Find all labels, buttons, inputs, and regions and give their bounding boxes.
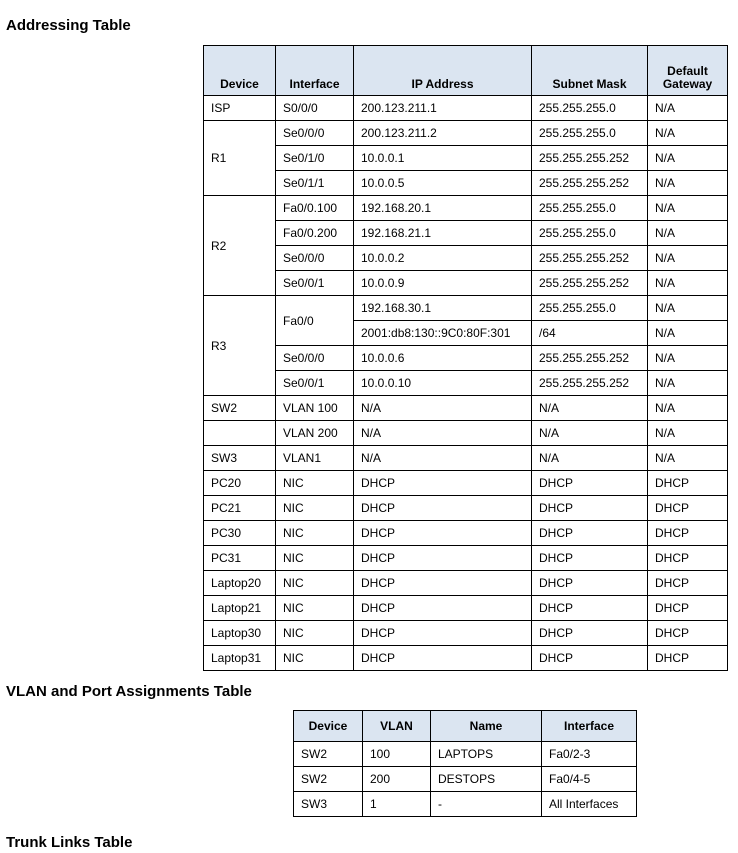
device-cell: SW2 [204, 396, 276, 421]
device-cell: Laptop31 [204, 646, 276, 671]
table-row [204, 421, 728, 446]
default-gateway-cell: DHCP [648, 571, 728, 596]
table-row [204, 646, 728, 671]
subnet-mask-cell: DHCP [532, 496, 648, 521]
interface-cell: Fa0/0 [276, 296, 354, 346]
subnet-mask-cell: N/A [532, 421, 648, 446]
interface-cell: NIC [276, 621, 354, 646]
subnet-mask-cell: DHCP [532, 521, 648, 546]
header-subnet-mask: Subnet Mask [532, 46, 648, 96]
header-ip-address: IP Address [354, 46, 532, 96]
vlan-header-row [294, 711, 637, 742]
default-gateway-cell: N/A [648, 246, 728, 271]
default-gateway-cell: DHCP [648, 496, 728, 521]
header-device: Device [204, 46, 276, 96]
default-gateway-cell: N/A [648, 421, 728, 446]
interface-cell: NIC [276, 646, 354, 671]
table-row [204, 121, 728, 146]
vlan-header-vlan: VLAN [363, 711, 431, 742]
default-gateway-cell: N/A [648, 371, 728, 396]
vlan-interface-cell: Fa0/2-3 [542, 742, 637, 767]
interface-cell: NIC [276, 546, 354, 571]
ip-address-cell: 10.0.0.5 [354, 171, 532, 196]
ip-address-cell: DHCP [354, 496, 532, 521]
default-gateway-cell: N/A [648, 396, 728, 421]
default-gateway-cell: N/A [648, 346, 728, 371]
ip-address-cell: N/A [354, 446, 532, 471]
subnet-mask-cell: 255.255.255.252 [532, 271, 648, 296]
default-gateway-cell: N/A [648, 146, 728, 171]
device-cell: PC20 [204, 471, 276, 496]
device-cell: R1 [204, 121, 276, 196]
subnet-mask-cell: 255.255.255.252 [532, 371, 648, 396]
ip-address-cell: 192.168.21.1 [354, 221, 532, 246]
interface-cell: Se0/1/1 [276, 171, 354, 196]
interface-cell: NIC [276, 571, 354, 596]
subnet-mask-cell: DHCP [532, 571, 648, 596]
table-row [204, 471, 728, 496]
ip-address-cell: 192.168.30.1 [354, 296, 532, 321]
vlan-interface-cell: All Interfaces [542, 792, 637, 817]
default-gateway-cell: DHCP [648, 621, 728, 646]
ip-address-cell: 200.123.211.1 [354, 96, 532, 121]
table-row [204, 371, 728, 396]
device-cell: PC30 [204, 521, 276, 546]
ip-address-cell: DHCP [354, 596, 532, 621]
addressing-table-title: Addressing Table [6, 17, 131, 34]
subnet-mask-cell: DHCP [532, 546, 648, 571]
device-cell: PC31 [204, 546, 276, 571]
vlan-port-table [293, 710, 637, 817]
device-cell: Laptop20 [204, 571, 276, 596]
ip-address-cell: DHCP [354, 646, 532, 671]
vlan-name-cell: LAPTOPS [431, 742, 542, 767]
addressing-table [203, 45, 728, 671]
ip-address-cell: N/A [354, 396, 532, 421]
default-gateway-cell: N/A [648, 171, 728, 196]
table-row [204, 196, 728, 221]
subnet-mask-cell: 255.255.255.0 [532, 121, 648, 146]
table-row [204, 596, 728, 621]
ip-address-cell: 2001:db8:130::9C0:80F:301 [354, 321, 532, 346]
interface-cell: VLAN 100 [276, 396, 354, 421]
default-gateway-cell: N/A [648, 196, 728, 221]
default-gateway-cell: DHCP [648, 471, 728, 496]
header-interface: Interface [276, 46, 354, 96]
ip-address-cell: 10.0.0.6 [354, 346, 532, 371]
interface-cell: Se0/1/0 [276, 146, 354, 171]
interface-cell: Fa0/0.100 [276, 196, 354, 221]
header-default-gateway: Default Gateway [648, 46, 728, 96]
subnet-mask-cell: N/A [532, 396, 648, 421]
trunk-table-title: Trunk Links Table [6, 834, 133, 851]
table-row [204, 571, 728, 596]
table-row [294, 767, 637, 792]
vlan-header-device: Device [294, 711, 363, 742]
subnet-mask-cell: DHCP [532, 621, 648, 646]
ip-address-cell: 10.0.0.1 [354, 146, 532, 171]
ip-address-cell: DHCP [354, 571, 532, 596]
table-row [204, 496, 728, 521]
table-row [204, 246, 728, 271]
ip-address-cell: DHCP [354, 621, 532, 646]
device-cell: Laptop30 [204, 621, 276, 646]
subnet-mask-cell: /64 [532, 321, 648, 346]
default-gateway-cell: N/A [648, 221, 728, 246]
device-cell: PC21 [204, 496, 276, 521]
default-gateway-cell: N/A [648, 446, 728, 471]
ip-address-cell: 10.0.0.10 [354, 371, 532, 396]
default-gateway-cell: DHCP [648, 546, 728, 571]
default-gateway-cell: N/A [648, 121, 728, 146]
vlan-header-name: Name [431, 711, 542, 742]
subnet-mask-cell: 255.255.255.252 [532, 346, 648, 371]
interface-cell: NIC [276, 471, 354, 496]
subnet-mask-cell: N/A [532, 446, 648, 471]
vlan-header-interface: Interface [542, 711, 637, 742]
table-row [204, 171, 728, 196]
interface-cell: Se0/0/0 [276, 246, 354, 271]
subnet-mask-cell: DHCP [532, 596, 648, 621]
interface-cell: NIC [276, 596, 354, 621]
vlan-interface-cell: Fa0/4-5 [542, 767, 637, 792]
table-row [204, 146, 728, 171]
interface-cell: Se0/0/1 [276, 271, 354, 296]
ip-address-cell: 10.0.0.2 [354, 246, 532, 271]
subnet-mask-cell: DHCP [532, 646, 648, 671]
default-gateway-cell: N/A [648, 321, 728, 346]
device-cell: SW3 [204, 446, 276, 471]
default-gateway-cell: N/A [648, 271, 728, 296]
subnet-mask-cell: 255.255.255.252 [532, 146, 648, 171]
vlan-name-cell: DESTOPS [431, 767, 542, 792]
vlan-table-title: VLAN and Port Assignments Table [6, 683, 252, 700]
vlan-id-cell: 200 [363, 767, 431, 792]
vlan-name-cell: - [431, 792, 542, 817]
interface-cell: NIC [276, 521, 354, 546]
default-gateway-cell: N/A [648, 96, 728, 121]
vlan-device-cell: SW2 [294, 742, 363, 767]
subnet-mask-cell: 255.255.255.252 [532, 171, 648, 196]
vlan-id-cell: 1 [363, 792, 431, 817]
default-gateway-cell: DHCP [648, 596, 728, 621]
subnet-mask-cell: 255.255.255.0 [532, 96, 648, 121]
default-gateway-cell: DHCP [648, 646, 728, 671]
table-row [204, 96, 728, 121]
subnet-mask-cell: 255.255.255.0 [532, 221, 648, 246]
ip-address-cell: DHCP [354, 521, 532, 546]
table-row [204, 446, 728, 471]
table-row [204, 346, 728, 371]
interface-cell: Se0/0/0 [276, 346, 354, 371]
table-row [204, 621, 728, 646]
subnet-mask-cell: 255.255.255.0 [532, 296, 648, 321]
ip-address-cell: 200.123.211.2 [354, 121, 532, 146]
device-cell: R3 [204, 296, 276, 396]
interface-cell: NIC [276, 496, 354, 521]
interface-cell: VLAN1 [276, 446, 354, 471]
device-cell [204, 421, 276, 446]
default-gateway-cell: DHCP [648, 521, 728, 546]
device-cell: ISP [204, 96, 276, 121]
table-row [204, 521, 728, 546]
table-row [204, 546, 728, 571]
table-row [294, 742, 637, 767]
interface-cell: S0/0/0 [276, 96, 354, 121]
vlan-device-cell: SW3 [294, 792, 363, 817]
ip-address-cell: 10.0.0.9 [354, 271, 532, 296]
table-row [294, 792, 637, 817]
subnet-mask-cell: 255.255.255.0 [532, 196, 648, 221]
ip-address-cell: N/A [354, 421, 532, 446]
interface-cell: Fa0/0.200 [276, 221, 354, 246]
ip-address-cell: 192.168.20.1 [354, 196, 532, 221]
device-cell: Laptop21 [204, 596, 276, 621]
table-row [204, 221, 728, 246]
interface-cell: Se0/0/1 [276, 371, 354, 396]
ip-address-cell: DHCP [354, 546, 532, 571]
default-gateway-cell: N/A [648, 296, 728, 321]
subnet-mask-cell: 255.255.255.252 [532, 246, 648, 271]
table-row [204, 296, 728, 321]
addressing-header-row [204, 46, 728, 96]
table-row [204, 396, 728, 421]
device-cell: R2 [204, 196, 276, 296]
interface-cell: Se0/0/0 [276, 121, 354, 146]
vlan-id-cell: 100 [363, 742, 431, 767]
interface-cell: VLAN 200 [276, 421, 354, 446]
vlan-device-cell: SW2 [294, 767, 363, 792]
table-row [204, 271, 728, 296]
subnet-mask-cell: DHCP [532, 471, 648, 496]
ip-address-cell: DHCP [354, 471, 532, 496]
